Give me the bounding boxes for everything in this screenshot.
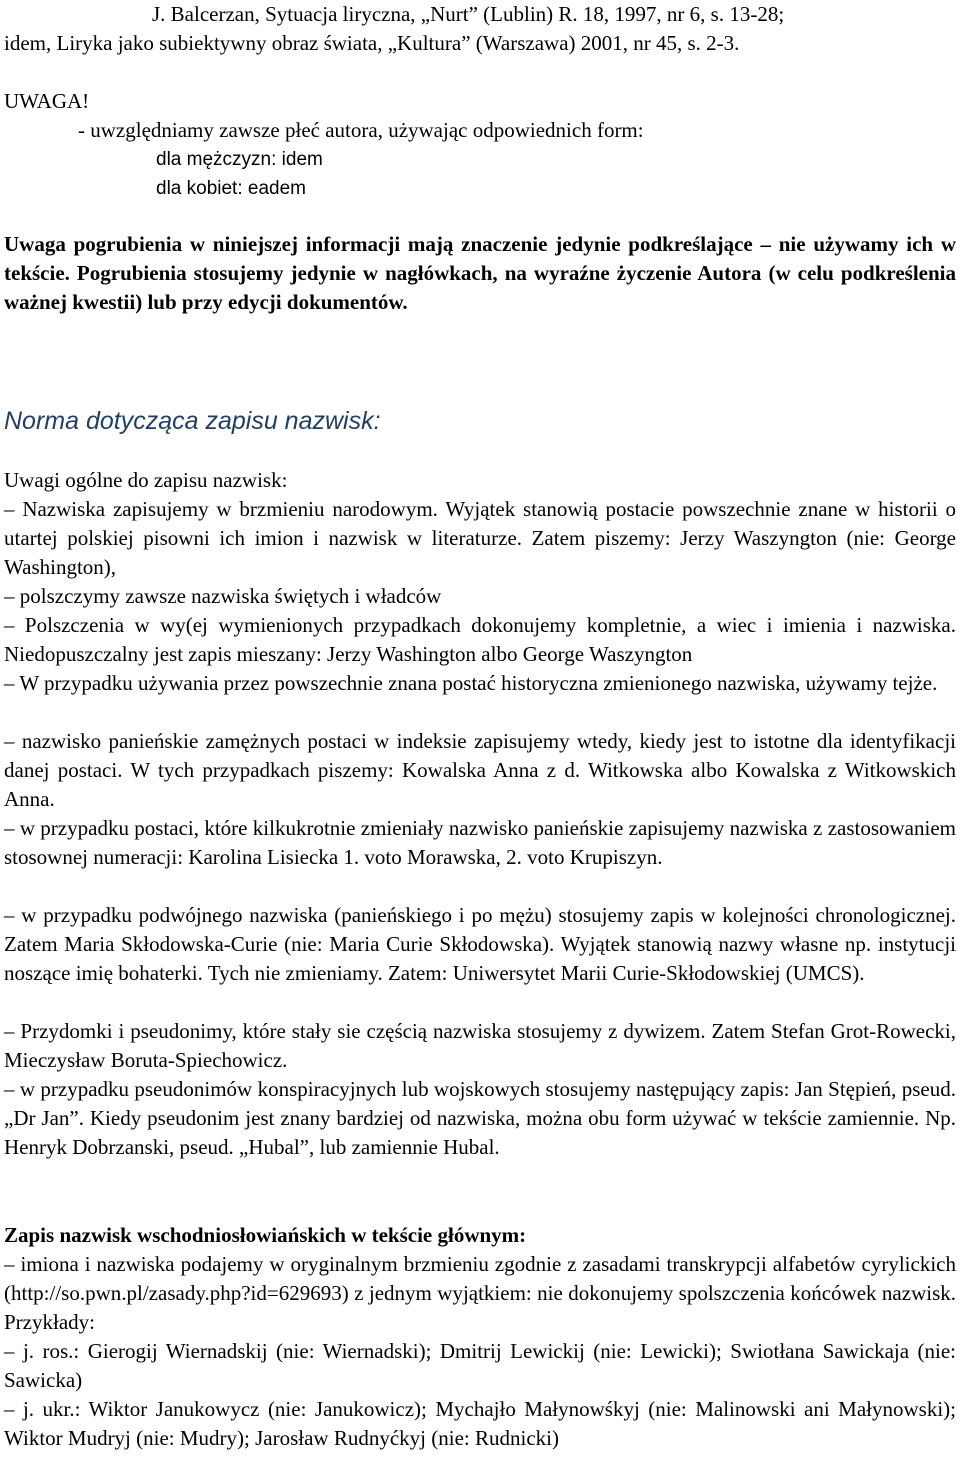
section1-item-3: – Polszczenia w wy(ej wymienionych przypadkach dokonujemy kompletnie, a wiec i imienia i nazwiska. Niedopuszczalny jest zapis mieszany: Jerzy Washington albo George Waszyngton	[4, 613, 956, 666]
section1-heading: Norma dotycząca zapisu nazwisk:	[4, 407, 381, 435]
section1-item-1: – Nazwiska zapisujemy w brzmieniu narodowym. Wyjątek stanowią postacie powszechnie znane w historii o utartej polskiej pisowni ich imion i nazwisk w literaturze. Zatem piszemy: Jerzy Waszyngton (nie: George Washington),	[4, 497, 956, 579]
section2-item-1-after: ) z jednym wyjątkiem: nie dokonujemy spolszczenia końcówek nazwisk. Przykłady:	[4, 1281, 956, 1334]
citation-line-2	[4, 29, 956, 58]
section1-item-5: – nazwisko panieńskie zamężnych postaci w indeksie zapisujemy wtedy, kiedy jest to istotne dla identyfikacji danej postaci. W tych przypadkach piszemy: Kowalska Anna z d. Witkowska albo Kowalska z Witkowskich Anna.	[4, 729, 956, 811]
section2-item-1-before: – imiona i nazwiska podajemy w oryginalnym brzmieniu zgodnie z zasadami transkrypcji alfabetów cyrylickich (	[4, 1252, 956, 1305]
section1-item-9: – w przypadku pseudonimów konspiracyjnych lub wojskowych stosujemy następujący zapis: Jan Stępień, pseud. „Dr Jan”. Kiedy pseudonim jest znany bardziej od nazwiska, można obu form używać w tekście zamiennie. Np. Henryk Dobrzanski, pseud. „Hubal”, lub zamiennie Hubal.	[4, 1077, 956, 1159]
section2-heading: Zapis nazwisk wschodniosłowiańskich w tekście głównym:	[4, 1223, 527, 1247]
section1-item-4: – W przypadku używania przez powszechnie znana postać historyczna zmienionego nazwiska, używamy tejże.	[4, 671, 938, 695]
citation-text-1: J. Balcerzan, Sytuacja liryczna, „Nurt” (Lublin) R. 18, 1997, nr 6, s. 13-28;	[152, 2, 785, 26]
citation-text-2: idem, Liryka jako subiektywny obraz świata, „Kultura” (Warszawa) 2001, nr 45, s. 2-3.	[4, 31, 740, 55]
section2-item-1	[4, 1250, 956, 1337]
section2-item-3: – j. ukr.: Wiktor Janukowycz (nie: Janukowicz); Mychajło Małynowśkyj (nie: Malinowski ani Małynowski); Wiktor Mudryj (nie: Mudry); Jarosław Rudnyćkyj (nie: Rudnicki)	[4, 1397, 956, 1450]
pwn-rules-link[interactable]: http://so.pwn.pl/zasady.php?id=629693	[11, 1281, 342, 1305]
uwaga-line-3: dla kobiet: eadem	[156, 178, 306, 199]
section1-intro: Uwagi ogólne do zapisu nazwisk:	[4, 468, 288, 492]
bold-note: Uwaga pogrubienia w niniejszej informacji mają znaczenie jedynie podkreślające – nie używamy ich w tekście. Pogrubienia stosujemy jedynie w nagłówkach, na wyraźne życzenie Autora (w celu podkreślenia ważnej kwestii) lub przy edycji dokumentów.	[4, 232, 956, 314]
uwaga-title: UWAGA!	[4, 89, 90, 113]
citation-line-1	[152, 0, 952, 29]
uwaga-line-1: - uwzględniamy zawsze płeć autora, używając odpowiednich form:	[78, 118, 644, 142]
section1-item-6: – w przypadku postaci, które kilkukrotnie zmieniały nazwisko panieńskie zapisujemy nazwiska z zastosowaniem stosownej numeracji: Karolina Lisiecka 1. voto Morawska, 2. voto Krupiszyn.	[4, 816, 956, 869]
section1-item-2: – polszczymy zawsze nazwiska świętych i władców	[4, 584, 442, 608]
section1-item-7: – w przypadku podwójnego nazwiska (panieńskiego i po mężu) stosujemy zapis w kolejności chronologicznej. Zatem Maria Skłodowska-Curie (nie: Maria Curie Skłodowska). Wyjątek stanowią nazwy własne np. instytucji noszące imię bohaterki. Tych nie zmieniamy. Zatem: Uniwersytet Marii Curie-Skłodowskiej (UMCS).	[4, 903, 956, 985]
section1-item-8: – Przydomki i pseudonimy, które stały sie częścią nazwiska stosujemy z dywizem. Zatem Stefan Grot-Rowecki, Mieczysław Boruta-Spiechowicz.	[4, 1019, 956, 1072]
uwaga-line-2: dla mężczyzn: idem	[156, 149, 323, 170]
section2-item-2: – j. ros.: Gierogij Wiernadskij (nie: Wiernadski); Dmitrij Lewickij (nie: Lewicki); Swiotłana Sawickaja (nie: Sawicka)	[4, 1339, 956, 1392]
